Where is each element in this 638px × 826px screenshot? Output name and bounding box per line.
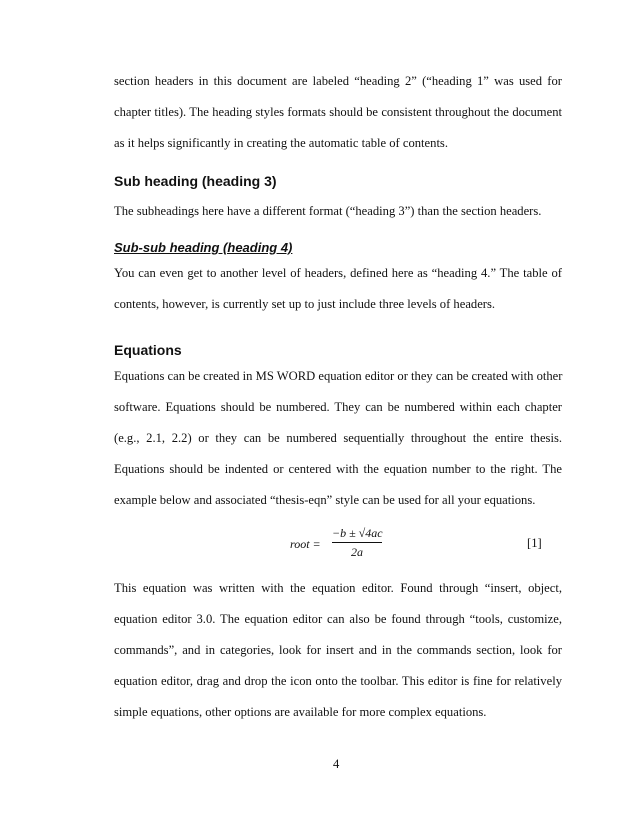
equation — [290, 526, 410, 562]
text-line: commands”, and in categories, look for insert and in the commands section, look for — [114, 643, 562, 657]
text-line: Equations should be indented or centered with the equation number to the right. The — [114, 462, 562, 476]
paragraph-subheadings — [114, 196, 562, 227]
text-line: This equation was written with the equation editor. Found through “insert, object, — [114, 581, 562, 595]
equation-denominator: 2a — [351, 545, 363, 559]
text-line: Equations can be created in MS WORD equation editor or they can be created with other — [114, 369, 563, 383]
text-line: contents, however, is currently set up to just include three levels of headers. — [114, 297, 496, 311]
paragraph-section-headers — [114, 66, 562, 159]
text-line: software. Equations should be numbered. They can be numbered within each chapter — [114, 400, 562, 414]
equation-lhs: root = — [290, 537, 321, 551]
sub-heading: Sub heading (heading 3) — [114, 173, 277, 189]
text-line: You can even get to another level of headers, defined here as “heading 4.” The table of — [114, 266, 562, 280]
paragraph-header-levels — [114, 258, 562, 320]
fraction-bar — [332, 542, 382, 543]
equation-number: [1] — [527, 536, 542, 550]
equation-fraction — [332, 526, 382, 559]
text-line: The subheadings here have a different format (“heading 3”) than the section headers. — [114, 204, 542, 218]
equations-heading: Equations — [114, 342, 182, 358]
text-line: simple equations, other options are available for more complex equations. — [114, 705, 487, 719]
text-line: as it helps significantly in creating the automatic table of contents. — [114, 136, 448, 150]
page-number: 4 — [333, 757, 340, 771]
paragraph-equation-editor — [114, 573, 562, 728]
text-line: section headers in this document are labeled “heading 2” (“heading 1” was used for — [114, 74, 562, 88]
text-line: equation editor, drag and drop the icon onto the toolbar. This editor is fine for relatively — [114, 674, 562, 688]
text-line: example below and associated “thesis-eqn” style can be used for all your equations. — [114, 493, 536, 507]
sub-sub-heading: Sub-sub heading (heading 4) — [114, 240, 293, 255]
equation-numerator: −b ± √4ac — [332, 526, 383, 540]
text-line: equation editor 3.0. The equation editor can also be found through “tools, customize, — [114, 612, 562, 626]
text-line: chapter titles). The heading styles formats should be consistent throughout the document — [114, 105, 562, 119]
paragraph-equations — [114, 361, 562, 516]
text-line: (e.g., 2.1, 2.2) or they can be numbered sequentially throughout the entire thesis. — [114, 431, 562, 445]
